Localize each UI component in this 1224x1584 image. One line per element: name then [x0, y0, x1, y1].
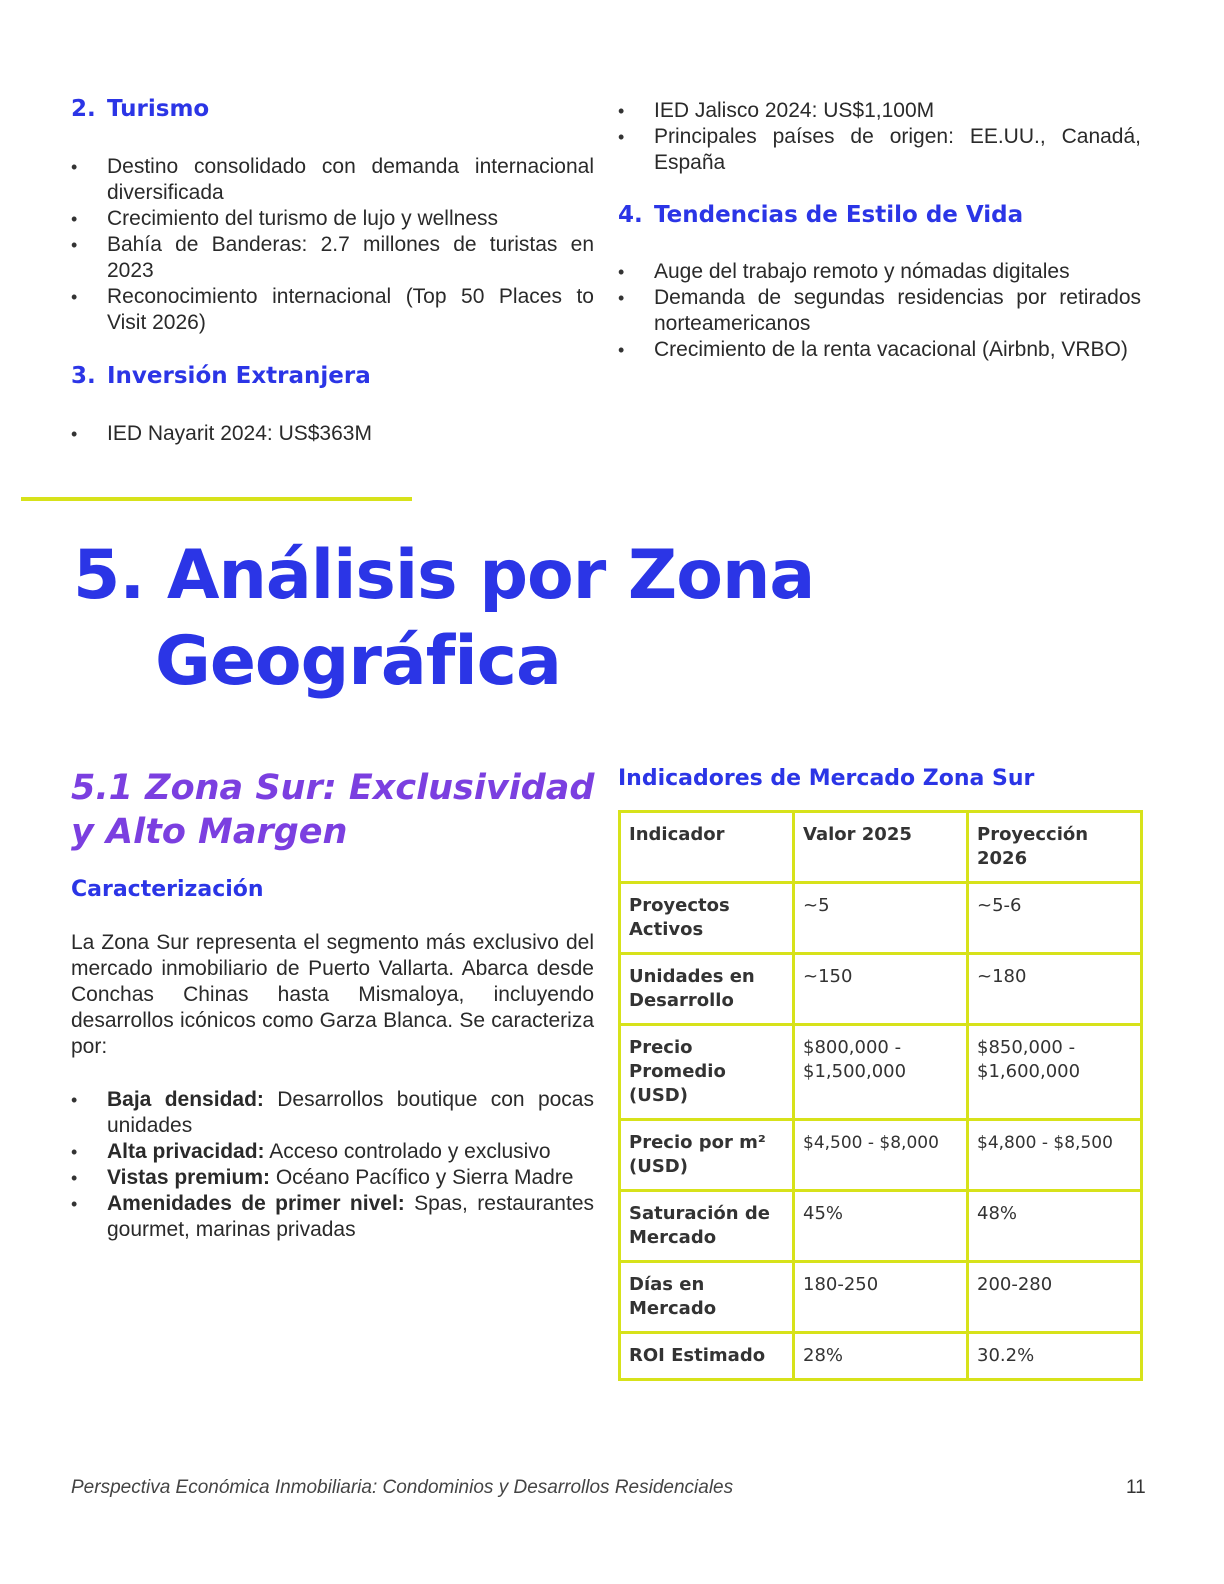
heading-tendencias: 4. Tendencias de Estilo de Vida — [618, 202, 1024, 228]
table-row — [620, 883, 1142, 954]
list-item: • IED Jalisco 2024: US$1,100M — [618, 98, 1141, 124]
list-item: • Crecimiento de la renta vacacional (Airbnb, VRBO) — [618, 337, 1141, 363]
list-item: • Auge del trabajo remoto y nómadas digitales — [618, 259, 1141, 285]
table-cell: Días en Mercado — [620, 1262, 794, 1333]
table-row — [620, 1333, 1142, 1380]
list-item: • Alta privacidad: Acceso controlado y exclusivo — [71, 1139, 594, 1165]
tendencias-list — [618, 259, 1141, 363]
table-row — [620, 1120, 1142, 1191]
column-header: Valor 2025 — [794, 812, 968, 883]
list-item: • Demanda de segundas residencias por retirados norteamericanos — [618, 285, 1141, 337]
table-row — [620, 1262, 1142, 1333]
table-cell: ROI Estimado — [620, 1333, 794, 1380]
table-cell: 30.2% — [968, 1333, 1142, 1380]
table-row — [620, 1191, 1142, 1262]
list-item: • Destino consolidado con demanda internacional diversificada — [71, 154, 594, 206]
section-divider — [21, 497, 412, 501]
table-cell: 200-280 — [968, 1262, 1142, 1333]
table-cell: ~5 — [794, 883, 968, 954]
table-row — [620, 954, 1142, 1025]
column-header: Indicador — [620, 812, 794, 883]
list-item: • IED Nayarit 2024: US$363M — [71, 421, 594, 447]
zona-sur-paragraph: La Zona Sur representa el segmento más exclusivo del mercado inmobiliario de Puerto Vallarta. Abarca desde Conchas Chinas hasta Mismaloya, incluyendo desarrollos icónicos como Garza Blanca. Se caracteriza por: — [71, 931, 594, 1058]
list-item: • Reconocimiento internacional (Top 50 Places to Visit 2026) — [71, 284, 594, 336]
table-cell: Proyectos Activos — [620, 883, 794, 954]
list-item: • Baja densidad: Desarrollos boutique con pocas unidades — [71, 1087, 594, 1139]
table-cell: $4,500 - $8,000 — [794, 1120, 968, 1191]
table-cell: ~180 — [968, 954, 1142, 1025]
table-cell: $850,000 - $1,600,000 — [968, 1025, 1142, 1120]
heading-inversion-extranjera: 3. Inversión Extranjera — [71, 363, 371, 389]
table-row — [620, 1025, 1142, 1120]
features-list — [71, 1087, 594, 1243]
table-header-row — [620, 812, 1142, 883]
page-number: 11 — [1126, 1477, 1146, 1498]
list-item: • Amenidades de primer nivel: Spas, restaurantes gourmet, marinas privadas — [71, 1191, 594, 1243]
table-cell: ~150 — [794, 954, 968, 1025]
caracterizacion-heading: Caracterización — [71, 877, 264, 902]
inversion-list — [71, 421, 594, 447]
table-cell: Saturación de Mercado — [620, 1191, 794, 1262]
footer-text: Perspectiva Económica Inmobiliaria: Condominios y Desarrollos Residenciales — [71, 1477, 734, 1498]
table-cell: 48% — [968, 1191, 1142, 1262]
table-cell: 28% — [794, 1333, 968, 1380]
list-item: • Principales países de origen: EE.UU., Canadá, España — [618, 124, 1141, 176]
table-cell: Unidades en Desarrollo — [620, 954, 794, 1025]
list-item: • Crecimiento del turismo de lujo y wellness — [71, 206, 594, 232]
section-title: 5. Análisis por Zona Geográfica — [73, 536, 815, 701]
subsection-title: 5.1 Zona Sur: Exclusividad y Alto Margen — [71, 768, 595, 852]
table-cell: 45% — [794, 1191, 968, 1262]
list-item: • Bahía de Banderas: 2.7 millones de turistas en 2023 — [71, 232, 594, 284]
table-title: Indicadores de Mercado Zona Sur — [618, 766, 1035, 791]
table-cell: $800,000 - $1,500,000 — [794, 1025, 968, 1120]
heading-turismo: 2. Turismo — [71, 96, 210, 122]
table-cell: ~5-6 — [968, 883, 1142, 954]
market-indicators-table — [618, 810, 1143, 1381]
column-header: Proyección 2026 — [968, 812, 1142, 883]
inversion-list-continued — [618, 98, 1141, 176]
turismo-list — [71, 154, 594, 336]
table-cell: Precio Promedio (USD) — [620, 1025, 794, 1120]
table-cell: Precio por m² (USD) — [620, 1120, 794, 1191]
table-cell: $4,800 - $8,500 — [968, 1120, 1142, 1191]
list-item: • Vistas premium: Océano Pacífico y Sierra Madre — [71, 1165, 594, 1191]
table-cell: 180-250 — [794, 1262, 968, 1333]
